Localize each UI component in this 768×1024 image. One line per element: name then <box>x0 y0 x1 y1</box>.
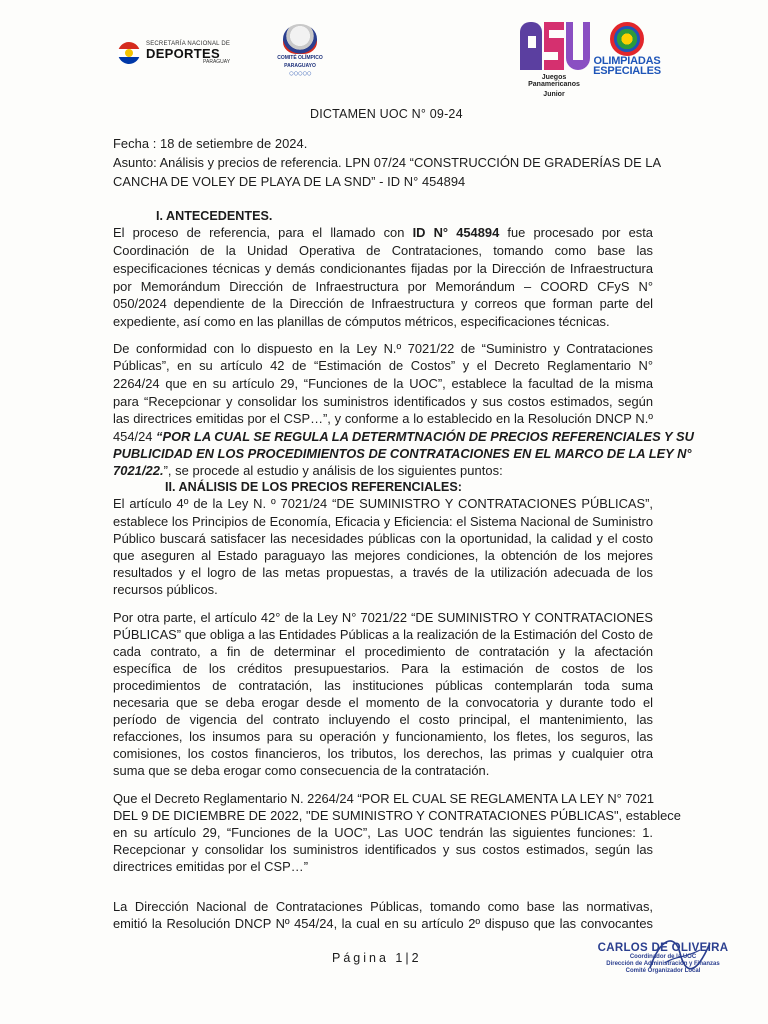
paragraph-line: expediente, así como en las planillas de cómputos métricos, especificaciones técnicas. <box>113 314 610 329</box>
paragraph-line: 050/2024 dependiente de la Dirección de Infraestructura y correos que forman parte del <box>113 296 653 311</box>
coe-logo-line1: COMITÉ OLÍMPICO <box>277 55 323 61</box>
lion-emblem-icon <box>283 24 317 54</box>
signer-role-2: Dirección de Administración y Finanzas <box>606 960 720 967</box>
paraguay-flag-icon <box>118 42 140 64</box>
snd-logo-line3: PARAGUAY <box>203 59 231 65</box>
paragraph-line: específica de los créditos presupuestarios. Para la estimación de costos de los <box>113 661 653 676</box>
paragraph-line: 2264/24 que en su artículo 29, “Funciones de la UOC”, establece la facultad de la misma <box>113 376 653 391</box>
coe-logo-line2: PARAGUAYO <box>284 62 316 69</box>
paragraph-line: en su artículo 29, “Funciones de la UOC”, Las UOC tendrán las siguientes funciones: 1. <box>113 825 653 840</box>
paragraph-line: suma que se deba erogar como consecuencia de la contratación. <box>113 763 490 778</box>
paragraph-line: La Dirección Nacional de Contrataciones Públicas, tomando como base las normativas, <box>113 899 653 914</box>
paragraph-line: PÚBLICAS” que obliga a las Entidades Públicas a la realización de la Estimación del Costo de <box>113 627 653 642</box>
paragraph-line: para “Recepcionar y consolidar los suministros identificados y sus costos estimados, según <box>113 394 653 409</box>
paragraph-line: por Memorándum Dirección de Infraestructura por Memorándum – COORD CFyS N° <box>113 279 653 294</box>
paragraph-line: Que el Decreto Reglamentario N. 2264/24 “POR EL CUAL SE REGLAMENTA LA LEY N° 7021 <box>113 791 655 806</box>
paragraph-line: cada contrato, a fin de determinar el procedimiento de contratación y la afectación <box>113 644 653 659</box>
asu-letters-icon <box>516 20 592 72</box>
paragraph-line: El artículo 4º de la Ley N. º 7021/24 “DE SUMINISTRO Y CONTRATACIONES PÚBLICAS”, <box>113 496 653 511</box>
paragraph-line: que aseguren al Estado paraguayo las mejores condiciones, la obtención de los mejores <box>113 548 653 563</box>
section-heading-antecedentes: I. ANTECEDENTES. <box>156 209 273 223</box>
paragraph-line: Por otra parte, el artículo 42° de la Ley N° 7021/22 “DE SUMINISTRO Y CONTRATACIONES <box>113 610 653 625</box>
section-heading-analisis: II. ANÁLISIS DE LOS PRECIOS REFERENCIALES: <box>165 480 462 494</box>
snd-logo <box>118 38 253 68</box>
signature-stamp <box>592 942 734 975</box>
olympic-rings-icon: ○○○○○ <box>288 68 312 78</box>
oe-logo-line1: OLIMPIADAS <box>593 55 661 67</box>
paragraph-line: Público buscará satisfacer las necesidades públicas con la oportunidad, la calidad y el costo <box>113 531 653 546</box>
paragraph-line: necesaria que se deba erogar desde el momento de la convocatoria y durante todo el <box>113 695 653 710</box>
special-olympics-emblem-icon <box>610 22 644 56</box>
page-number: Página 1|2 <box>332 951 422 965</box>
snd-logo-line1: SECRETARÍA NACIONAL DE <box>146 41 231 47</box>
paragraph-line: Recepcionar y consolidar los suministros identificados y sus costos estimados, según las <box>113 842 653 857</box>
paragraph-line: refacciones, los insumos para su operación y funcionamiento, los fletes, los seguros, las <box>113 729 653 744</box>
paragraph-line: resultados y el logro de las metas propuestas, a través de la utilización adecuada de los <box>113 565 653 580</box>
paragraph-line: las directrices emitidas por el CSP…”, y conforme a lo establecido en la Resolución DNCP N.º <box>113 411 653 426</box>
paragraph-line: emitió la Resolución DNCP Nº 454/24, la cual en su artículo 2º dispuso que las convocantes <box>113 916 653 931</box>
paragraph-line: especificaciones técnicas y demás condicionantes fijadas por la Dirección de Infraestructura <box>113 261 653 276</box>
paragraph-line: comisiones, los costos financieros, los tributos, los derechos, las primas y cualquier otra <box>113 746 653 761</box>
fecha-line: Fecha : 18 de setiembre de 2024. <box>113 136 308 151</box>
signer-name: CARLOS DE OLIVEIRA <box>597 942 729 954</box>
oe-logo-line2: ESPECIALES <box>593 65 661 78</box>
paragraph-line: Coordinación de la Unidad Operativa de Contrataciones, tomando como base las <box>113 243 653 258</box>
paragraph-line: De conformidad con lo dispuesto en la Ley N.º 7021/22 de “Suministro y Contrataciones <box>113 341 653 356</box>
paragraph-line: procedimientos de contratación, las instituciones públicas contemplarán toda suma <box>113 678 653 693</box>
jpj-logo-line2: Junior <box>543 90 565 98</box>
paragraph-line: Públicas”, en su artículo 42 de “Estimación de Costos” y el Decreto Reglamentario N° <box>113 358 653 373</box>
signer-role-1: Coordinador de la UOC <box>629 954 697 960</box>
paragraph-line: 454/24 “POR LA CUAL SE REGULA LA DETERMTNACIÓN DE PRECIOS REFERENCIALES Y SU <box>113 429 694 444</box>
document-title: DICTAMEN UOC N° 09-24 <box>310 107 463 121</box>
asunto-line-1: Asunto: Análisis y precios de referencia. LPN 07/24 “CONSTRUCCIÓN DE GRADERÍAS DE LA <box>113 155 662 170</box>
juegos-panamericanos-logo <box>516 20 592 98</box>
coe-logo <box>268 24 332 82</box>
signer-role-3: Comité Organizador Local <box>625 967 701 974</box>
asunto-line-2: CANCHA DE VOLEY DE PLAYA DE LA SND” - ID N° 454894 <box>113 174 466 189</box>
paragraph-line: establece los Principios de Economía, Eficacia y Eficiencia: el Sistema Nacional de Suministro <box>113 514 653 529</box>
paragraph-line: PUBLICIDAD EN LOS PROCEDIMIENTOS DE CONTRATACIONES EN EL MARCO DE LA LEY N° <box>113 446 692 461</box>
paragraph-line: DEL 9 DE DICIEMBRE DE 2022, "DE SUMINISTRO Y CONTRATACIONES PÚBLICAS", establece <box>113 808 681 823</box>
snd-logo-line2: DEPORTES <box>146 46 220 61</box>
paragraph-line: recursos públicos. <box>113 582 218 597</box>
paragraph-line: El proceso de referencia, para el llamado con ID N° 454894 fue procesado por esta <box>113 225 653 240</box>
paragraph-line: período de vigencia del contrato incluyendo el costo principal, el mantenimiento, las <box>113 712 653 727</box>
olimpiadas-especiales-logo <box>592 22 662 96</box>
paragraph-line: 7021/22.”, se procede al estudio y análisis de los siguientes puntos: <box>113 463 503 478</box>
paragraph-line: directrices emitidas por el CSP…” <box>113 859 309 874</box>
jpj-logo-line1: Juegos Panamericanos <box>528 74 580 89</box>
